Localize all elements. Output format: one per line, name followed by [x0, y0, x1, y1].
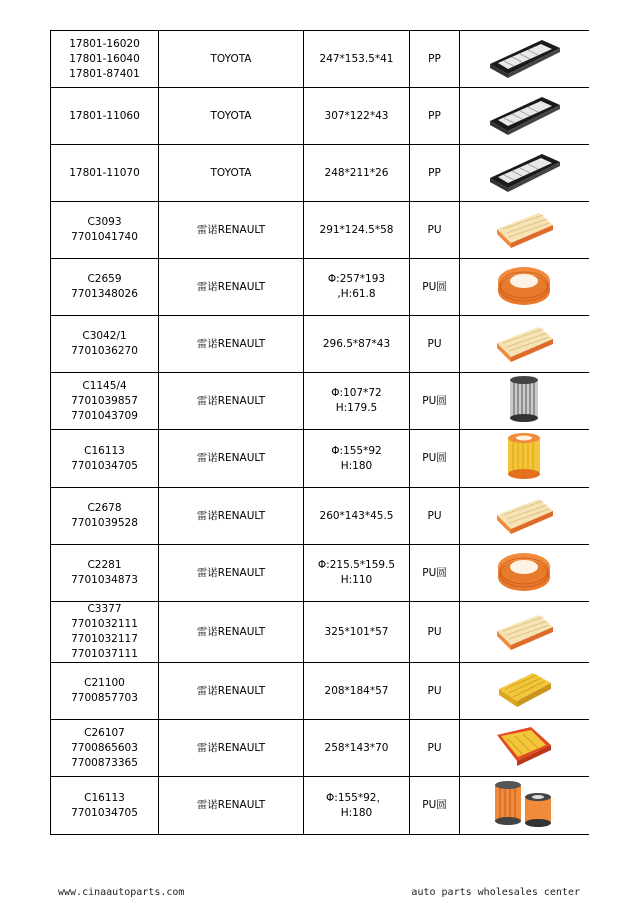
footer-website: www.cinaautoparts.com: [58, 887, 185, 898]
part-code: 7701034873: [71, 574, 138, 586]
dimension-line: Φ:257*193: [327, 273, 386, 285]
product-image-cell: [460, 777, 589, 835]
brand-cell: 雷诺RENAULT: [159, 663, 304, 720]
part-codes-cell: [51, 777, 159, 835]
dimensions-cell: [304, 259, 410, 316]
part-code: C2678: [87, 502, 122, 514]
dimension-line: 208*184*57: [324, 684, 389, 697]
material-cell: PU: [410, 602, 460, 663]
part-codes-cell: [51, 202, 159, 259]
material-cell: PU圆: [410, 430, 460, 488]
table-row: [51, 202, 589, 259]
dimension-line: 260*143*45.5: [319, 509, 394, 522]
brand-cell: 雷诺RENAULT: [159, 488, 304, 545]
part-code: 7701039857: [71, 394, 138, 407]
part-code: 7701039528: [71, 517, 138, 529]
part-codes-cell: [51, 545, 159, 602]
dimension-line: H:180: [340, 459, 373, 472]
panel-air-filter-black-image: [460, 91, 589, 142]
material-cell: PU: [410, 316, 460, 373]
dimensions-cell: [304, 545, 410, 602]
part-code: C3093: [87, 216, 122, 228]
product-image-cell: [460, 720, 589, 777]
part-codes-cell: [51, 430, 159, 488]
cylinder-filter-pair-image: [460, 777, 589, 834]
part-codes-cell: [51, 88, 159, 145]
material-cell: PU: [410, 202, 460, 259]
dimension-line: 291*124.5*58: [319, 223, 394, 236]
cylinder-filter-metal-image: [460, 374, 589, 429]
dimensions-cell: [304, 777, 410, 835]
part-code: C1145/4: [82, 379, 127, 392]
dimensions-cell: [304, 316, 410, 373]
brand-cell: 雷诺RENAULT: [159, 545, 304, 602]
product-image-cell: [460, 202, 589, 259]
part-codes-cell: [51, 602, 159, 663]
part-code: 17801-11060: [69, 109, 140, 122]
material-cell: PU: [410, 488, 460, 545]
brand-cell: 雷诺RENAULT: [159, 316, 304, 373]
dimension-line: 247*153.5*41: [319, 52, 394, 65]
dimension-line: H:110: [340, 574, 373, 586]
material-cell: PU圆: [410, 545, 460, 602]
part-codes-cell: [51, 316, 159, 373]
dimension-line: Φ:107*72: [331, 387, 382, 399]
table-row: [51, 316, 589, 373]
dimensions-cell: [304, 31, 410, 88]
material-cell: PP: [410, 88, 460, 145]
panel-air-filter-orange-red-frame-image: [460, 723, 589, 774]
material-cell: PP: [410, 31, 460, 88]
dimension-line: ,H:61.8: [337, 288, 376, 300]
table-row: [51, 720, 589, 777]
part-code: 17801-16040: [69, 52, 140, 65]
product-image-cell: [460, 145, 589, 202]
panel-air-filter-yellow-image: [460, 667, 589, 716]
brand-cell: 雷诺RENAULT: [159, 602, 304, 663]
panel-air-filter-orange-image: [460, 491, 589, 542]
footer-tagline: auto parts wholesales center: [411, 887, 580, 898]
part-code: 7701037111: [71, 648, 138, 660]
brand-cell: TOYOTA: [159, 88, 304, 145]
part-code: 7700873365: [71, 756, 138, 769]
table-row: [51, 545, 589, 602]
material-cell: PU: [410, 720, 460, 777]
table-row: [51, 259, 589, 316]
dimensions-cell: [304, 602, 410, 663]
parts-table: [50, 30, 589, 835]
dimension-line: 307*122*43: [324, 109, 389, 122]
part-code: 17801-16020: [69, 37, 140, 50]
panel-air-filter-black-image: [460, 34, 589, 85]
part-code: 7701032117: [71, 633, 138, 645]
dimension-line: 296.5*87*43: [322, 337, 391, 350]
part-code: C16113: [84, 791, 125, 804]
dimension-line: H:179.5: [335, 402, 378, 414]
part-codes-cell: [51, 488, 159, 545]
material-cell: PU: [410, 663, 460, 720]
part-code: C3042/1: [82, 330, 127, 342]
table-row: [51, 373, 589, 430]
brand-cell: TOYOTA: [159, 31, 304, 88]
product-image-cell: [460, 430, 589, 488]
dimensions-cell: [304, 488, 410, 545]
part-code: C2281: [87, 559, 122, 571]
part-code: 7701043709: [71, 409, 138, 422]
dimensions-cell: [304, 145, 410, 202]
dimension-line: Φ:155*92，: [326, 791, 387, 804]
table-row: [51, 488, 589, 545]
part-code: 7701041740: [71, 231, 138, 243]
table-row: [51, 602, 589, 663]
part-codes-cell: [51, 720, 159, 777]
dimensions-cell: [304, 373, 410, 430]
brand-cell: 雷诺RENAULT: [159, 720, 304, 777]
dimension-line: Φ:155*92: [331, 444, 382, 457]
part-code: 7701032111: [71, 618, 138, 630]
part-code: C26107: [84, 726, 125, 739]
dimensions-cell: [304, 430, 410, 488]
product-image-cell: [460, 663, 589, 720]
product-image-cell: [460, 88, 589, 145]
part-codes-cell: [51, 145, 159, 202]
brand-cell: 雷诺RENAULT: [159, 373, 304, 430]
dimension-line: 325*101*57: [324, 625, 389, 638]
brand-cell: TOYOTA: [159, 145, 304, 202]
part-code: C2659: [87, 273, 122, 285]
product-image-cell: [460, 602, 589, 663]
part-code: 7701348026: [71, 288, 138, 300]
product-image-cell: [460, 259, 589, 316]
dimension-line: Φ:215.5*159.5: [317, 559, 396, 571]
dimensions-cell: [304, 88, 410, 145]
panel-air-filter-orange-image: [460, 607, 589, 658]
part-code: 7700857703: [71, 692, 138, 704]
panel-air-filter-orange-image: [460, 319, 589, 370]
product-image-cell: [460, 545, 589, 602]
product-image-cell: [460, 373, 589, 430]
dimension-line: 248*211*26: [324, 166, 389, 179]
material-cell: PU圆: [410, 777, 460, 835]
panel-air-filter-black-image: [460, 148, 589, 199]
product-image-cell: [460, 488, 589, 545]
panel-air-filter-orange-image: [460, 205, 589, 256]
dimensions-cell: [304, 663, 410, 720]
part-code: 17801-11070: [69, 166, 140, 179]
brand-cell: 雷诺RENAULT: [159, 430, 304, 488]
dimensions-cell: [304, 720, 410, 777]
part-code: 17801-87401: [69, 67, 140, 80]
brand-cell: 雷诺RENAULT: [159, 202, 304, 259]
table-row: [51, 145, 589, 202]
part-code: C16113: [84, 444, 125, 457]
part-code: C21100: [84, 677, 125, 689]
material-cell: PU圆: [410, 373, 460, 430]
part-code: 7701034705: [71, 806, 138, 819]
part-code: 7701034705: [71, 459, 138, 472]
part-codes-cell: [51, 259, 159, 316]
table-row: [51, 663, 589, 720]
product-image-cell: [460, 31, 589, 88]
brand-cell: 雷诺RENAULT: [159, 259, 304, 316]
part-codes-cell: [51, 373, 159, 430]
part-codes-cell: [51, 31, 159, 88]
brand-cell: 雷诺RENAULT: [159, 777, 304, 835]
round-air-filter-orange-image: [460, 261, 589, 314]
part-code: C3377: [87, 603, 122, 615]
round-air-filter-orange-image: [460, 547, 589, 600]
dimension-line: H:180: [340, 806, 373, 819]
dimensions-cell: [304, 202, 410, 259]
table-row: [51, 88, 589, 145]
material-cell: PU圆: [410, 259, 460, 316]
cylinder-filter-yellow-image: [460, 430, 589, 487]
table-row: [51, 31, 589, 88]
table-row: [51, 777, 589, 835]
part-code: 7700865603: [71, 741, 138, 754]
part-code: 7701036270: [71, 345, 138, 357]
material-cell: PP: [410, 145, 460, 202]
product-image-cell: [460, 316, 589, 373]
dimension-line: 258*143*70: [324, 741, 389, 754]
part-codes-cell: [51, 663, 159, 720]
table-row: [51, 430, 589, 488]
